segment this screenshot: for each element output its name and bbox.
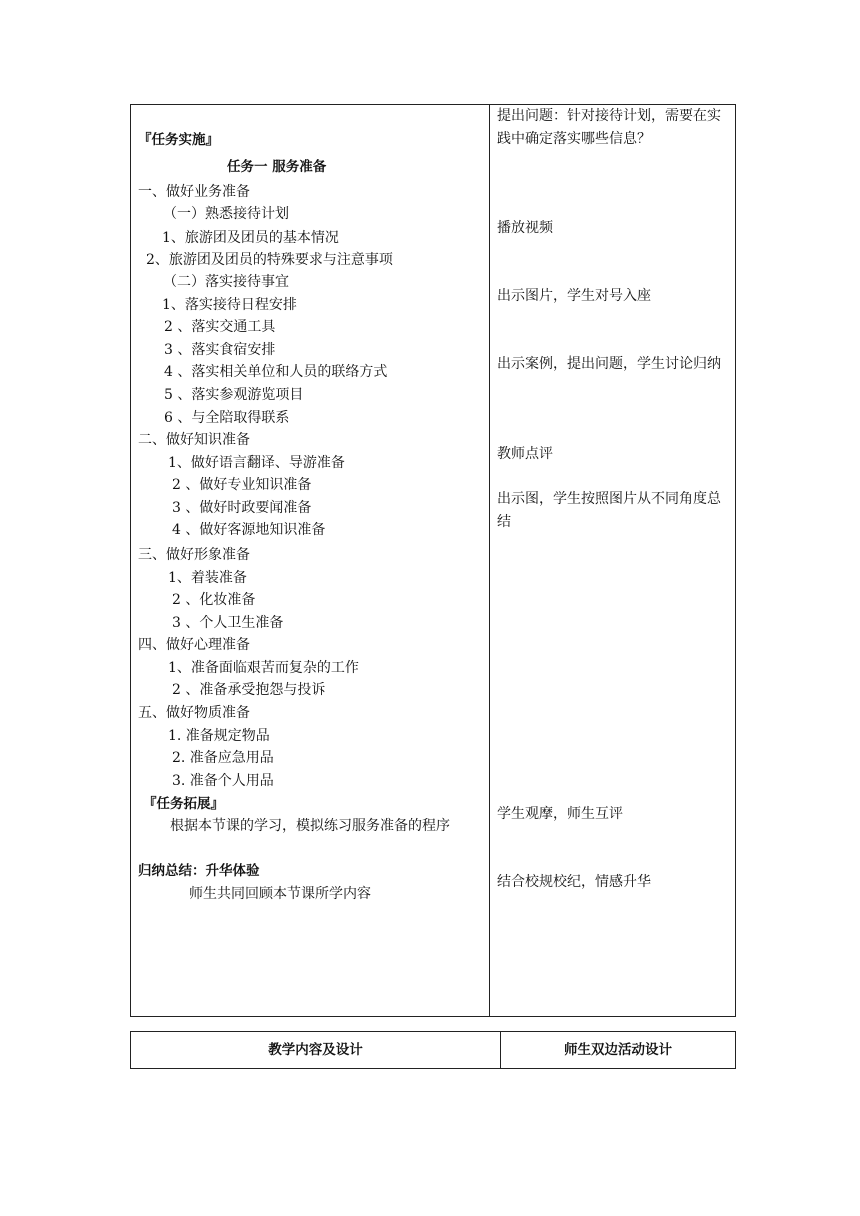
header-teaching-content: 教学内容及设计 [268, 1042, 363, 1058]
content-line: 2 、化妆准备 [172, 592, 256, 608]
activity-note: 播放视频 [497, 220, 553, 236]
content-line: 二、做好知识准备 [138, 432, 250, 448]
content-line: 5 、落实参观游览项目 [164, 387, 304, 403]
activity-note: 出示图片，学生对号入座 [497, 288, 651, 304]
column-divider [489, 104, 490, 1017]
content-line: 3. 准备个人用品 [172, 773, 274, 789]
summary-heading: 归纳总结：升华体验 [138, 863, 260, 879]
content-line: 五、做好物质准备 [138, 705, 250, 721]
content-line: 2 、落实交通工具 [164, 319, 276, 335]
section-heading: 『任务实施』 [138, 132, 219, 148]
content-line: 一、做好业务准备 [138, 184, 250, 200]
task-title: 任务一 服务准备 [227, 159, 327, 175]
content-line: 1. 准备规定物品 [168, 728, 270, 744]
content-line: 四、做好心理准备 [138, 637, 250, 653]
activity-note: 结合校规校纪，情感升华 [497, 874, 651, 890]
header-activity-design: 师生双边活动设计 [564, 1042, 672, 1058]
content-line: 4 、做好客源地知识准备 [172, 522, 326, 538]
content-line: 3 、做好时政要闻准备 [172, 500, 312, 516]
content-line: 1、旅游团及团员的基本情况 [162, 230, 339, 246]
column-header-table [130, 1031, 736, 1069]
activity-note: 提出问题：针对接待计划，需要在实践中确定落实哪些信息？ [497, 108, 721, 147]
content-line: 2 、做好专业知识准备 [172, 477, 312, 493]
activity-note: 教师点评 [497, 446, 553, 462]
content-line: 2 、准备承受抱怨与投诉 [172, 682, 326, 698]
activity-note: 出示图，学生按照图片从不同角度总结 [497, 491, 721, 530]
content-line: 3 、落实食宿安排 [164, 342, 276, 358]
content-line: 师生共同回顾本节课所学内容 [189, 886, 371, 902]
content-line: 1、做好语言翻译、导游准备 [168, 455, 345, 471]
content-line: 6 、与全陪取得联系 [164, 410, 290, 426]
content-line: 根据本节课的学习，模拟练习服务准备的程序 [170, 818, 450, 834]
content-line: 1、准备面临艰苦而复杂的工作 [168, 660, 359, 676]
content-line: 2. 准备应急用品 [172, 750, 274, 766]
content-line: （二）落实接待事宜 [163, 274, 289, 290]
content-line: 4 、落实相关单位和人员的联络方式 [164, 364, 388, 380]
activity-note: 学生观摩，师生互评 [497, 806, 623, 822]
activity-note: 出示案例，提出问题，学生讨论归纳 [497, 356, 721, 372]
section-heading: 『任务拓展』 [143, 796, 224, 812]
content-line: 1、着装准备 [168, 570, 247, 586]
content-line: 2、旅游团及团员的特殊要求与注意事项 [146, 252, 393, 268]
content-line: 3 、个人卫生准备 [172, 615, 284, 631]
content-line: （一）熟悉接待计划 [163, 206, 289, 222]
content-line: 1、落实接待日程安排 [162, 297, 297, 313]
content-line: 三、做好形象准备 [138, 547, 250, 563]
